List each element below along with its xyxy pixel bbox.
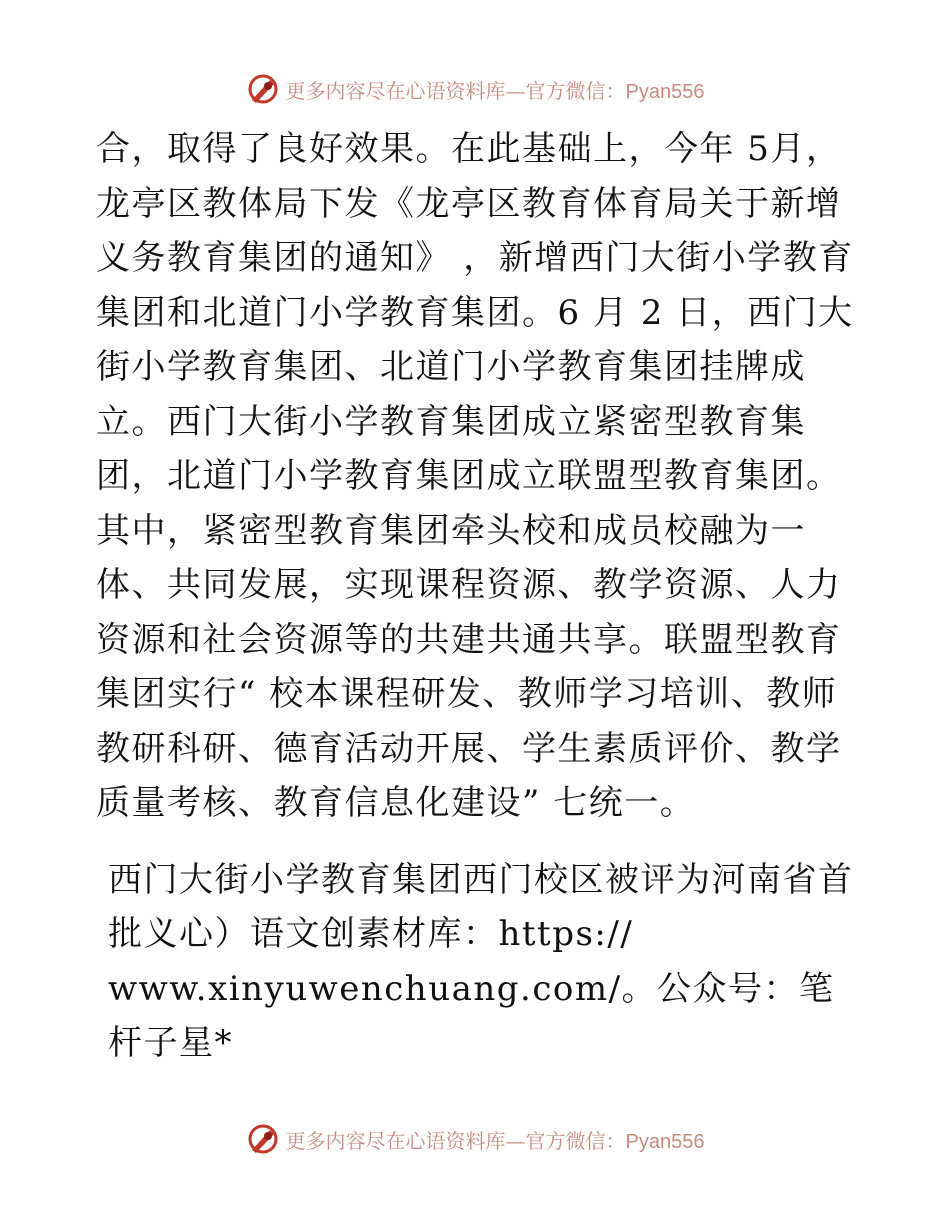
- header-banner-label: 更多内容尽在心语资料库—官方微信：: [285, 78, 626, 103]
- header-banner: [0, 72, 950, 106]
- header-banner-text: [286, 75, 705, 104]
- document-body: [96, 122, 866, 1071]
- footer-banner-label: 更多内容尽在心语资料库—官方微信：: [285, 1128, 626, 1153]
- paragraph-2-line-1: 西门大街小学教育集团西门校区被评为河南省首: [108, 859, 854, 900]
- footer-banner-text: [286, 1125, 705, 1154]
- header-banner-wechat-id: Pyan556: [625, 80, 705, 103]
- paragraph-2-line-3: www.xinyuwenchuang.com/。公众号：笔杆子星*: [108, 968, 835, 1063]
- footer-banner-wechat-id: Pyan556: [625, 1130, 705, 1153]
- pen-seal-logo-icon: [246, 1122, 280, 1156]
- footer-banner: [0, 1122, 950, 1156]
- paragraph-2: [96, 853, 866, 1071]
- pen-seal-logo-icon: [246, 72, 280, 106]
- paragraph-1: 合，取得了良好效果。在此基础上，今年 5月，龙亭区教体局下发《龙亭区教育体育局关于新增义务教育集团的通知》 ，新增西门大街小学教育集团和北道门小学教育集团。6 月 2 日，西门大街小学教育集团、北道门小学教育集团挂牌成立。西门大街小学教育集团成立紧密型教育集团，北道门小学教育集团成立联盟型教育集团。其中，紧密型教育集团牵头校和成员校融为一体、共同发展，实现课程资源、教学资源、人力资源和社会资源等的共建共通共享。联盟型教育集团实行“ 校本课程研发、教师学习培训、教师教研科研、德育活动开展、学生素质评价、教学质量考核、教育信息化建设” 七统一。: [96, 129, 854, 823]
- paragraph-2-line-2: 批义心）语文创素材库：https://: [108, 914, 634, 954]
